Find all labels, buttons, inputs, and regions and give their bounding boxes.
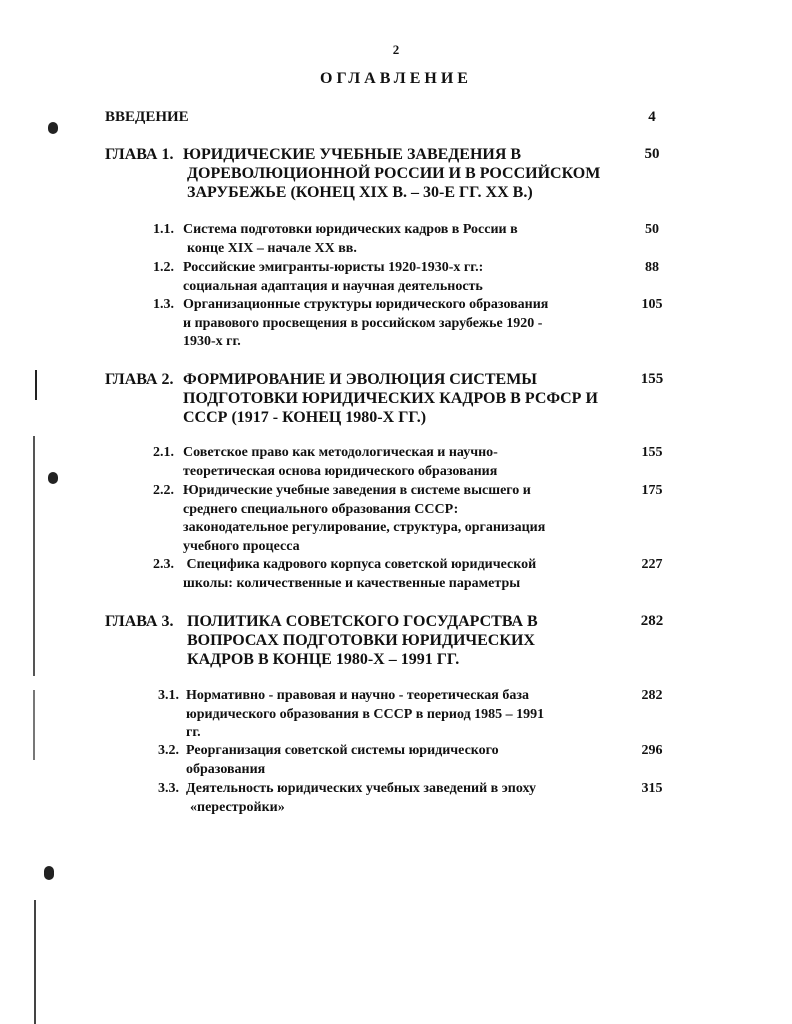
section-title-line: Нормативно - правовая и научно - теоретическая база bbox=[186, 688, 530, 703]
section-page: 155 bbox=[641, 445, 663, 460]
scan-artifact bbox=[33, 690, 35, 760]
section-page: 105 bbox=[641, 297, 663, 312]
section-title-line: юридического образования в СССР в период 1985 – 1991 bbox=[186, 706, 545, 722]
section-page: 88 bbox=[645, 260, 659, 275]
page-number: 2 bbox=[392, 42, 400, 57]
section-title-line: образования bbox=[186, 761, 266, 777]
chapter-page: 155 bbox=[640, 371, 664, 387]
scan-artifact bbox=[33, 436, 35, 676]
section-title bbox=[186, 687, 626, 743]
section-page: 50 bbox=[645, 222, 659, 237]
chapter-title-line: ФОРМИРОВАНИЕ И ЭВОЛЮЦИЯ СИСТЕМЫ bbox=[183, 371, 538, 388]
chapter-title-line: КАДРОВ В КОНЦЕ 1980-Х – 1991 ГГ. bbox=[187, 651, 460, 668]
section-title bbox=[186, 780, 626, 817]
section-title bbox=[183, 444, 623, 481]
section-title-line: конце XIX – начале XX вв. bbox=[187, 240, 357, 256]
section-title-line: Организационные структуры юридического образования bbox=[183, 297, 549, 312]
section-title-line: 1930-х гг. bbox=[183, 334, 241, 349]
section-number: 2.3. bbox=[153, 557, 174, 572]
section-title-line: социальная адаптация и научная деятельность bbox=[183, 278, 483, 294]
chapter-title-line: ДОРЕВОЛЮЦИОННОЙ РОССИИ И В РОССИЙСКОМ bbox=[187, 165, 601, 182]
section-title bbox=[183, 221, 623, 258]
chapter-title-line: ЮРИДИЧЕСКИЕ УЧЕБНЫЕ ЗАВЕДЕНИЯ В bbox=[183, 146, 522, 163]
section-title-line: и правового просвещения в российском зарубежье 1920 - bbox=[183, 315, 543, 331]
section-title bbox=[183, 482, 623, 556]
section-title-line: гг. bbox=[186, 725, 201, 740]
intro-label: ВВЕДЕНИЕ bbox=[105, 109, 189, 125]
section-title-line: Система подготовки юридических кадров в России в bbox=[183, 222, 518, 237]
section-title bbox=[183, 556, 623, 593]
section-title-line: теоретическая основа юридического образования bbox=[183, 463, 498, 479]
section-number: 3.3. bbox=[158, 781, 179, 796]
chapter-label: ГЛАВА 3. bbox=[105, 613, 174, 630]
section-title bbox=[183, 296, 623, 352]
section-number: 2.1. bbox=[153, 445, 174, 460]
section-page: 227 bbox=[641, 557, 663, 572]
scan-artifact bbox=[48, 472, 58, 484]
section-page: 296 bbox=[641, 743, 663, 758]
chapter-label: ГЛАВА 2. bbox=[105, 371, 174, 388]
section-title-line: среднего специального образования СССР: bbox=[183, 501, 459, 517]
chapter-title bbox=[183, 145, 623, 202]
chapter-title bbox=[187, 612, 627, 669]
section-number: 3.1. bbox=[158, 688, 179, 703]
scan-artifact bbox=[35, 370, 37, 400]
section-title-line: Юридические учебные заведения в системе высшего и bbox=[183, 483, 531, 498]
section-page: 282 bbox=[641, 688, 663, 703]
scan-artifact bbox=[44, 866, 54, 880]
chapter-title-line: ПОДГОТОВКИ ЮРИДИЧЕСКИХ КАДРОВ В РСФСР И bbox=[183, 390, 598, 407]
section-number: 1.1. bbox=[153, 222, 174, 237]
section-page: 175 bbox=[641, 483, 663, 498]
section-title-line: законодательное регулирование, структура, организация bbox=[183, 520, 546, 535]
chapter-title-line: ЗАРУБЕЖЬЕ (КОНЕЦ XIX В. – 30-Е ГГ. XX В.) bbox=[187, 184, 533, 201]
chapter-title-line: ВОПРОСАХ ПОДГОТОВКИ ЮРИДИЧЕСКИХ bbox=[187, 632, 535, 649]
section-title-line: Деятельность юридических учебных заведений в эпоху bbox=[186, 781, 536, 796]
section-number: 1.3. bbox=[153, 297, 174, 312]
section-title-line: Советское право как методологическая и научно- bbox=[183, 445, 498, 460]
toc-title: ОГЛАВЛЕНИЕ bbox=[320, 70, 472, 87]
section-title-line: школы: количественные и качественные параметры bbox=[183, 575, 521, 591]
chapter-title bbox=[183, 370, 623, 427]
section-title-line: «перестройки» bbox=[190, 799, 285, 815]
section-title-line: Реорганизация советской системы юридического bbox=[186, 743, 499, 758]
chapter-page: 282 bbox=[640, 613, 664, 629]
chapter-title-line: ПОЛИТИКА СОВЕТСКОГО ГОСУДАРСТВА В bbox=[187, 613, 538, 630]
section-page: 315 bbox=[641, 781, 663, 796]
section-title bbox=[186, 742, 626, 779]
chapter-title-line: СССР (1917 - КОНЕЦ 1980-Х ГГ.) bbox=[183, 409, 427, 426]
intro-page: 4 bbox=[648, 109, 656, 125]
chapter-label: ГЛАВА 1. bbox=[105, 146, 174, 163]
section-number: 3.2. bbox=[158, 743, 179, 758]
section-title bbox=[183, 259, 623, 296]
section-title-line: Специфика кадрового корпуса советской юридической bbox=[183, 557, 537, 572]
section-title-line: Российские эмигранты-юристы 1920-1930-х гг.: bbox=[183, 260, 484, 275]
section-number: 2.2. bbox=[153, 483, 174, 498]
section-title-line: учебного процесса bbox=[183, 538, 300, 554]
chapter-page: 50 bbox=[644, 146, 660, 162]
section-number: 1.2. bbox=[153, 260, 174, 275]
scan-artifact bbox=[34, 900, 36, 1024]
scan-artifact bbox=[48, 122, 58, 134]
